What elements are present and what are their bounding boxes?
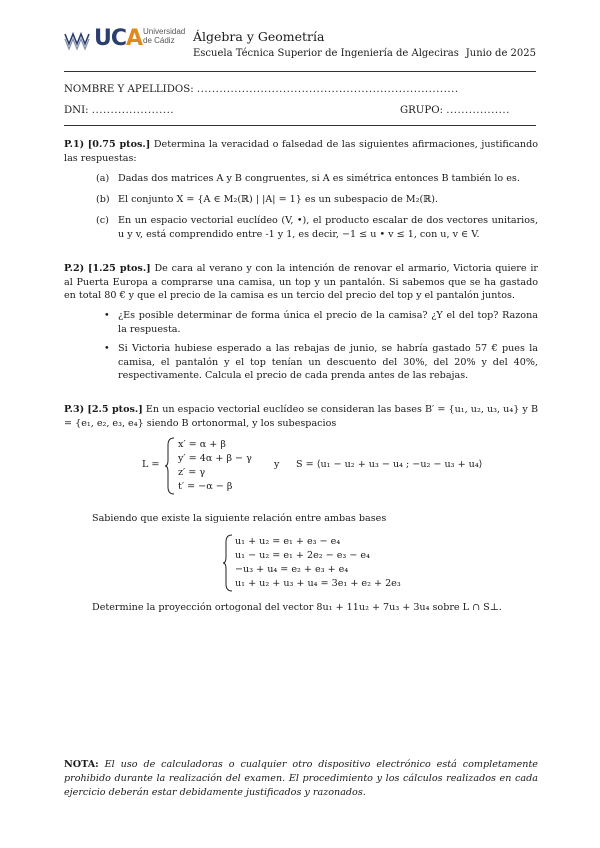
logo-sub-line-1: Universidad [143,27,186,36]
university-logo [64,26,194,62]
question-2-bullet-1: ¿Es posible determinar de forma única el precio de la camisa? ¿Y el del top? Razona la respuesta. [118,310,538,335]
relation-equation-4: u₁ + u₂ + u₃ + u₄ = 3e₁ + e₂ + 2e₃ [235,578,401,589]
conjunction-y: y [274,459,280,470]
item-1b-text: El conjunto X = {A ∈ M₂(ℝ) | |A| = 1} es un subespacio de M₂(ℝ). [118,194,438,205]
question-2-points: [1.25 ptos.] [87,263,151,274]
question-2-text: De cara al verano y con la intención de renovar el armario, Victoria quiere ir al Puerta Europa a comprarse una camisa, un top y un pantalón. Si sabemos que se ha gastado en total 80 € y que el precio de la camisa es un tercio del precio del top y el pantalón juntos. [64,263,538,302]
name-field[interactable]: ...................................................................... [196,84,459,95]
question-2-bullet-2: Si Victoria hubiese esperado a las rebajas de junio, se habría gastado 57 € pues la camisa, el pantalón y el top tenían un descuento del 30%, del 20% y del 40%, respectivamente. Calcula el precio de cada prenda antes de las rebajas. [118,343,538,382]
l-equation-3: z′ = γ [178,467,206,478]
question-2-label: P.2) [64,263,85,274]
subspace-s-definition: S = ⟨u₁ − u₂ + u₃ − u₄ ; −u₂ − u₃ + u₄⟩ [296,459,483,470]
exam-header [64,26,536,66]
fields-divider [64,125,536,126]
l-equation-2: y′ = 4α + β − γ [178,453,252,464]
question-1-label: P.1) [64,139,85,150]
subspace-l-name: L = [142,459,160,470]
l-equation-4: t′ = −α − β [178,481,233,492]
exam-date: Junio de 2025 [465,48,536,59]
item-1c-mark: (c) [96,215,109,226]
relation-equation-1: u₁ + u₂ = e₁ + e₃ − e₄ [235,536,341,547]
note-text: El uso de calculadoras o cualquier otro dispositivo electrónico está completamente prohibido durante la realización del examen. El procedimiento y los cálculos realizados en cada ejercicio deberán estar debidamente justificados y razonados. [64,759,538,799]
question-3-label: P.3) [64,404,85,415]
question-1-text: Determina la veracidad o falsedad de las siguientes afirmaciones, justificando las respuestas: [64,139,538,164]
dni-label: DNI: [64,105,89,116]
name-label: NOMBRE Y APELLIDOS: [64,84,194,95]
name-field-row [64,83,536,96]
relation-intro: Sabiendo que existe la siguiente relación entre ambas bases [92,513,387,524]
question-1-intro [64,138,538,165]
logo-university-name [143,27,185,45]
item-1c-text: En un espacio vectorial euclídeo (V, •), el producto escalar de dos vectores unitarios, u y v, está comprendido entre -1 y 1, es decir, −1 ≤ u • v ≤ 1, con u, v ∈ V. [118,215,538,240]
course-title: Álgebra y Geometría [193,29,325,44]
item-1b-mark: (b) [96,194,110,205]
group-field[interactable]: ................. [446,105,510,116]
dni-field[interactable]: ...................... [91,105,175,116]
group-block [400,104,510,117]
bullet-icon: • [104,343,110,354]
left-brace-icon [164,437,176,495]
relation-equation-3: −u₃ + u₄ = e₂ + e₃ + e₄ [235,564,349,575]
question-2-intro [64,262,538,303]
school-name: Escuela Técnica Superior de Ingeniería de Algeciras [193,48,459,59]
relation-equation-2: u₁ − u₂ = e₁ + 2e₂ − e₃ − e₄ [235,550,370,561]
item-1a-mark: (a) [96,173,110,184]
left-brace-icon [222,534,234,592]
exam-note [64,758,538,801]
group-label: GRUPO: [400,105,444,116]
question-1-points: [0.75 ptos.] [87,139,151,150]
header-divider [64,71,536,72]
logo-sub-line-2: de Cádiz [143,36,175,45]
dni-group-row [64,104,536,117]
logo-wave-icon [64,30,92,52]
question-3-points: [2.5 ptos.] [87,404,143,415]
l-equation-1: x′ = α + β [178,439,226,450]
item-1a-text: Dadas dos matrices A y B congruentes, si A es simétrica entonces B también lo es. [118,173,520,184]
question-3-task: Determine la proyección ortogonal del vector 8u₁ + 11u₂ + 7u₃ + 3u₄ sobre L ∩ S⊥. [92,602,502,613]
bullet-icon: • [104,310,110,321]
note-label: NOTA: [64,759,99,770]
logo-wordmark: UCA [94,26,143,51]
question-3-intro [64,403,538,430]
question-3-text: En un espacio vectorial euclídeo se consideran las bases B′ = {u₁, u₂, u₃, u₄} y B = {e₁, e₂, e₃, e₄} siendo B ortonormal, y los subespacios [64,404,539,429]
